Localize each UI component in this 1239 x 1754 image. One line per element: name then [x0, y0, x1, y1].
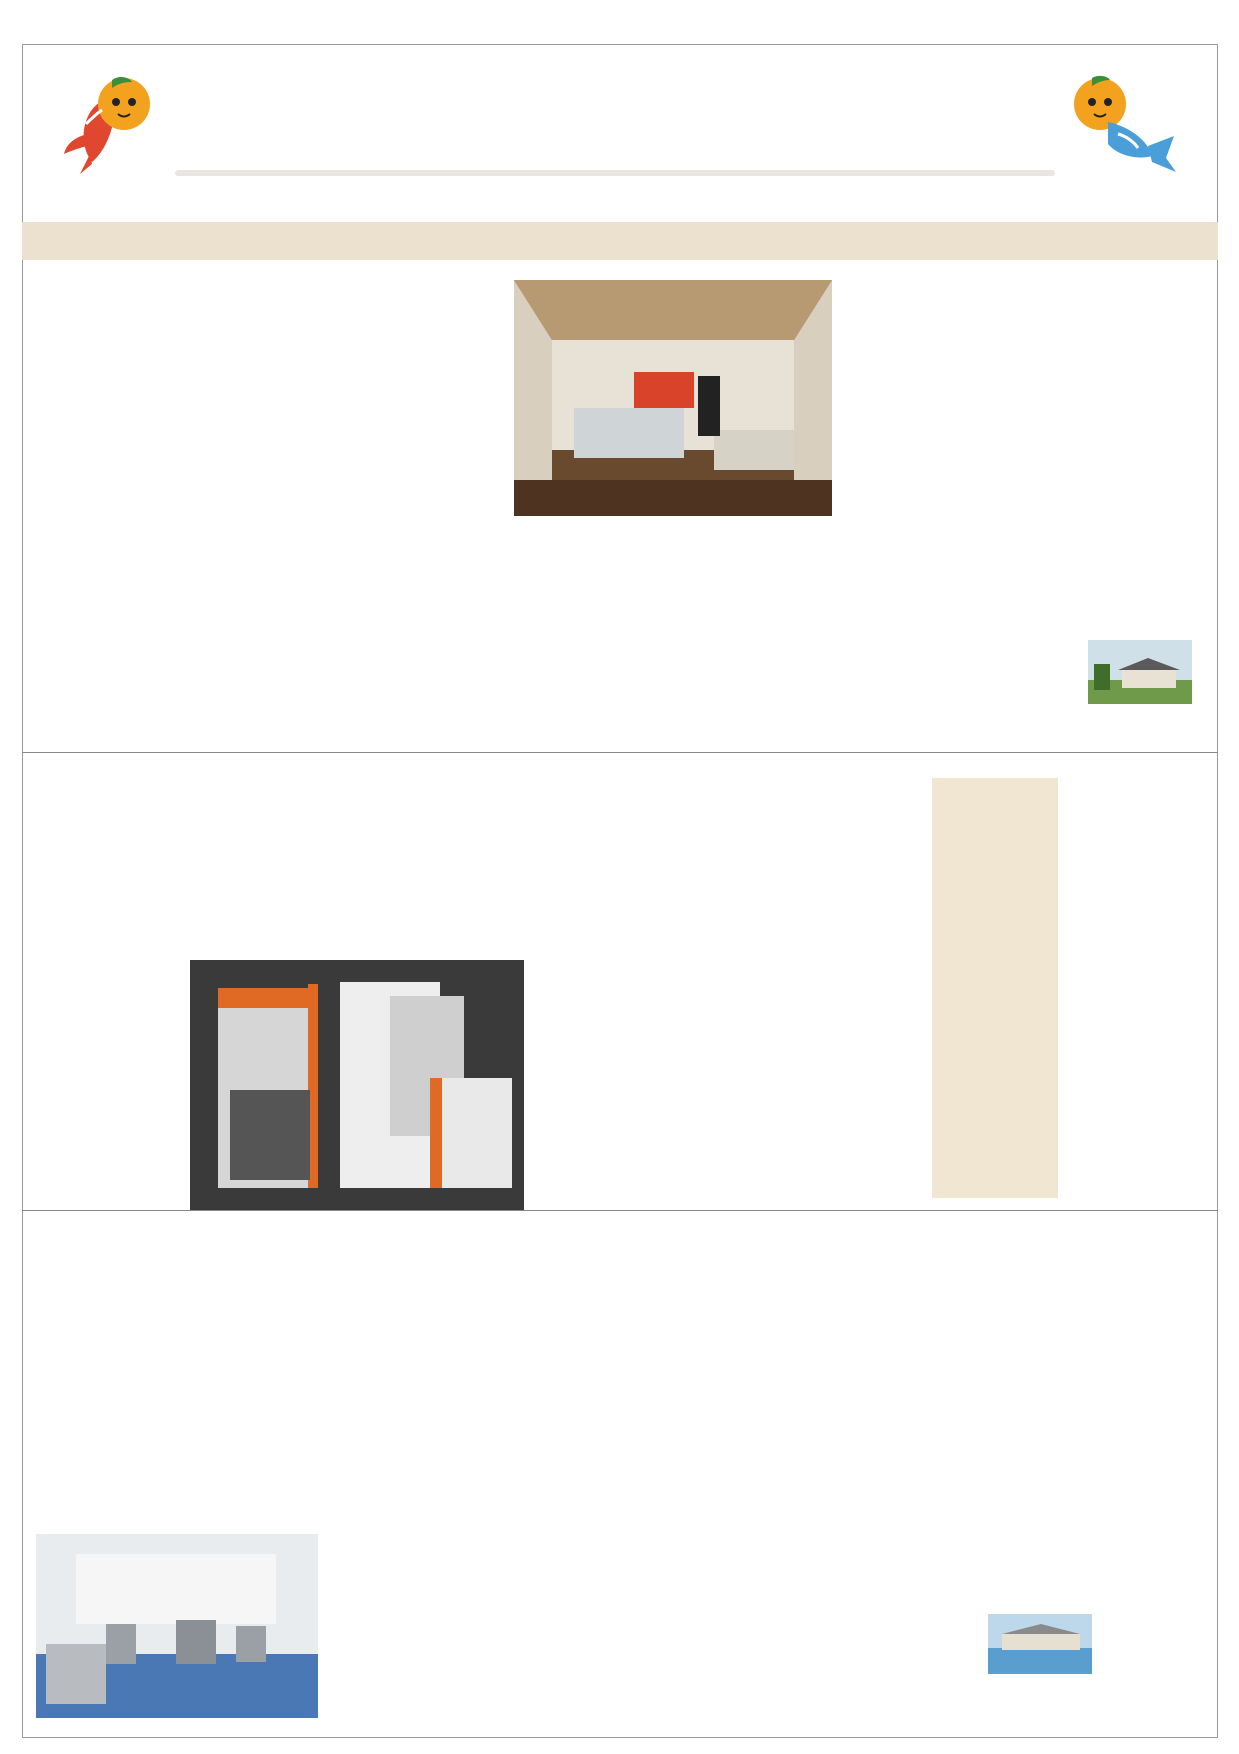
article2-headline: [996, 796, 1050, 1186]
training-room-photo: [36, 1534, 318, 1718]
migration-corner-photo: [514, 280, 832, 516]
article2-contact: [1098, 1220, 1198, 1650]
title-underline: [175, 170, 1055, 176]
article3-headline: [1000, 1236, 1046, 1616]
article1-body-left: [40, 282, 490, 744]
article1-body-right: [854, 282, 1096, 744]
article2-headline-box: [932, 778, 1058, 1198]
article1-headline: [1120, 278, 1166, 648]
book-set-photo: [190, 960, 524, 1210]
header-band: [22, 222, 1218, 260]
org-line: [95, 231, 109, 251]
article2-body-left: [40, 762, 190, 1202]
mascot-fish-red-icon: [62, 74, 162, 184]
section-divider-1: [22, 752, 1218, 753]
gymnasium-photo: [988, 1614, 1092, 1674]
article2-body-right: [540, 762, 912, 1202]
mascot-fish-blue-icon: [1068, 74, 1178, 184]
article3-body: [40, 1222, 970, 1532]
hawaii-museum-photo: [1088, 640, 1192, 704]
section-divider-2: [22, 1210, 1218, 1211]
